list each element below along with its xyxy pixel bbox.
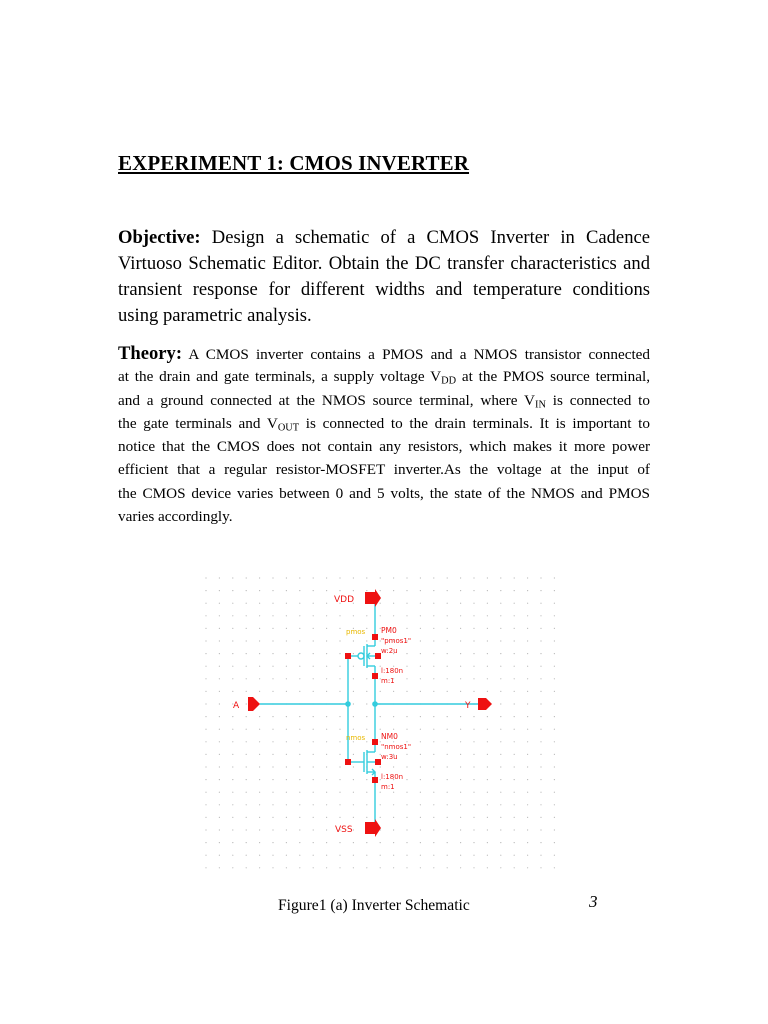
- theory-paragraph: [118, 342, 650, 528]
- input-pin-a: [248, 697, 260, 711]
- nmos-instance-label: NM0: [381, 732, 398, 741]
- theory-line-7: the CMOS device varies between 0 and 5 volts, the state of the NMOS and PMOS: [118, 484, 650, 502]
- objective-line-2: Virtuoso Schematic Editor. Obtain the DC transfer characteristics and: [118, 253, 650, 274]
- objective-line-4: using parametric analysis.: [118, 305, 312, 326]
- objective-line-3: transient response for different widths and temperature conditions: [118, 279, 650, 300]
- vdd-pin: [365, 589, 381, 607]
- experiment-heading: EXPERIMENT 1: CMOS INVERTER: [118, 151, 470, 175]
- theory-line-6: efficient that a regular resistor-MOSFET inverter.As the voltage at the input of: [118, 461, 650, 479]
- inverter-schematic: [198, 572, 560, 874]
- theory-line-4: the gate terminals and $V_{OUT}$ is connected to the drain terminals. It is important to: [118, 414, 650, 434]
- theory-line-8: varies accordingly.: [118, 508, 233, 526]
- nmos-length: l:180n: [381, 773, 404, 781]
- objective-paragraph: [118, 225, 650, 329]
- theory-line-2: at the drain and gate terminals, a supply voltage $V_{DD}$ at the PMOS source terminal,: [118, 368, 650, 387]
- output-pin-y: [478, 698, 492, 710]
- nmos-multiplier: m:1: [381, 783, 395, 791]
- nmos-model-name: "nmos1": [381, 743, 412, 751]
- objective-label: Objective:: [118, 227, 201, 248]
- vdd-label: VDD: [334, 595, 355, 605]
- page-number: 3: [589, 892, 598, 911]
- inverter-schematic-figure: [198, 572, 560, 874]
- output-junction-dot: [372, 701, 378, 707]
- input-label-a: A: [233, 701, 240, 711]
- pmos-width: w:2u: [381, 647, 398, 655]
- pmos-model-tag: pmos: [346, 628, 366, 636]
- theory-line-3: and a ground connected at the NMOS source terminal, where $V_{IN}$ is connected to: [118, 391, 650, 411]
- nmos-width: w:3u: [381, 753, 398, 761]
- theory-label: Theory:: [118, 343, 183, 364]
- figure-caption: Figure1 (a) Inverter Schematic: [278, 897, 470, 914]
- input-junction-dot: [345, 701, 351, 707]
- pmos-model-name: "pmos1": [381, 637, 412, 645]
- pmos-multiplier: m:1: [381, 677, 395, 685]
- objective-line-1: Objective: Design a schematic of a CMOS Inverter in Cadence: [118, 227, 650, 248]
- output-label-y: Y: [465, 701, 471, 711]
- theory-line-1: Theory: A CMOS inverter contains a PMOS and a NMOS transistor connected: [118, 343, 650, 364]
- schematic-wires: [260, 602, 478, 824]
- vss-pin: [365, 819, 381, 837]
- pmos-length: l:180n: [381, 667, 404, 675]
- pmos-instance-label: PM0: [381, 626, 397, 635]
- nmos-model-tag: nmos: [346, 734, 366, 742]
- schematic-grid: [205, 577, 555, 868]
- vss-label: VSS: [335, 825, 353, 835]
- theory-line-5: notice that the CMOS does not contain any resistors, which makes it more power: [118, 438, 650, 456]
